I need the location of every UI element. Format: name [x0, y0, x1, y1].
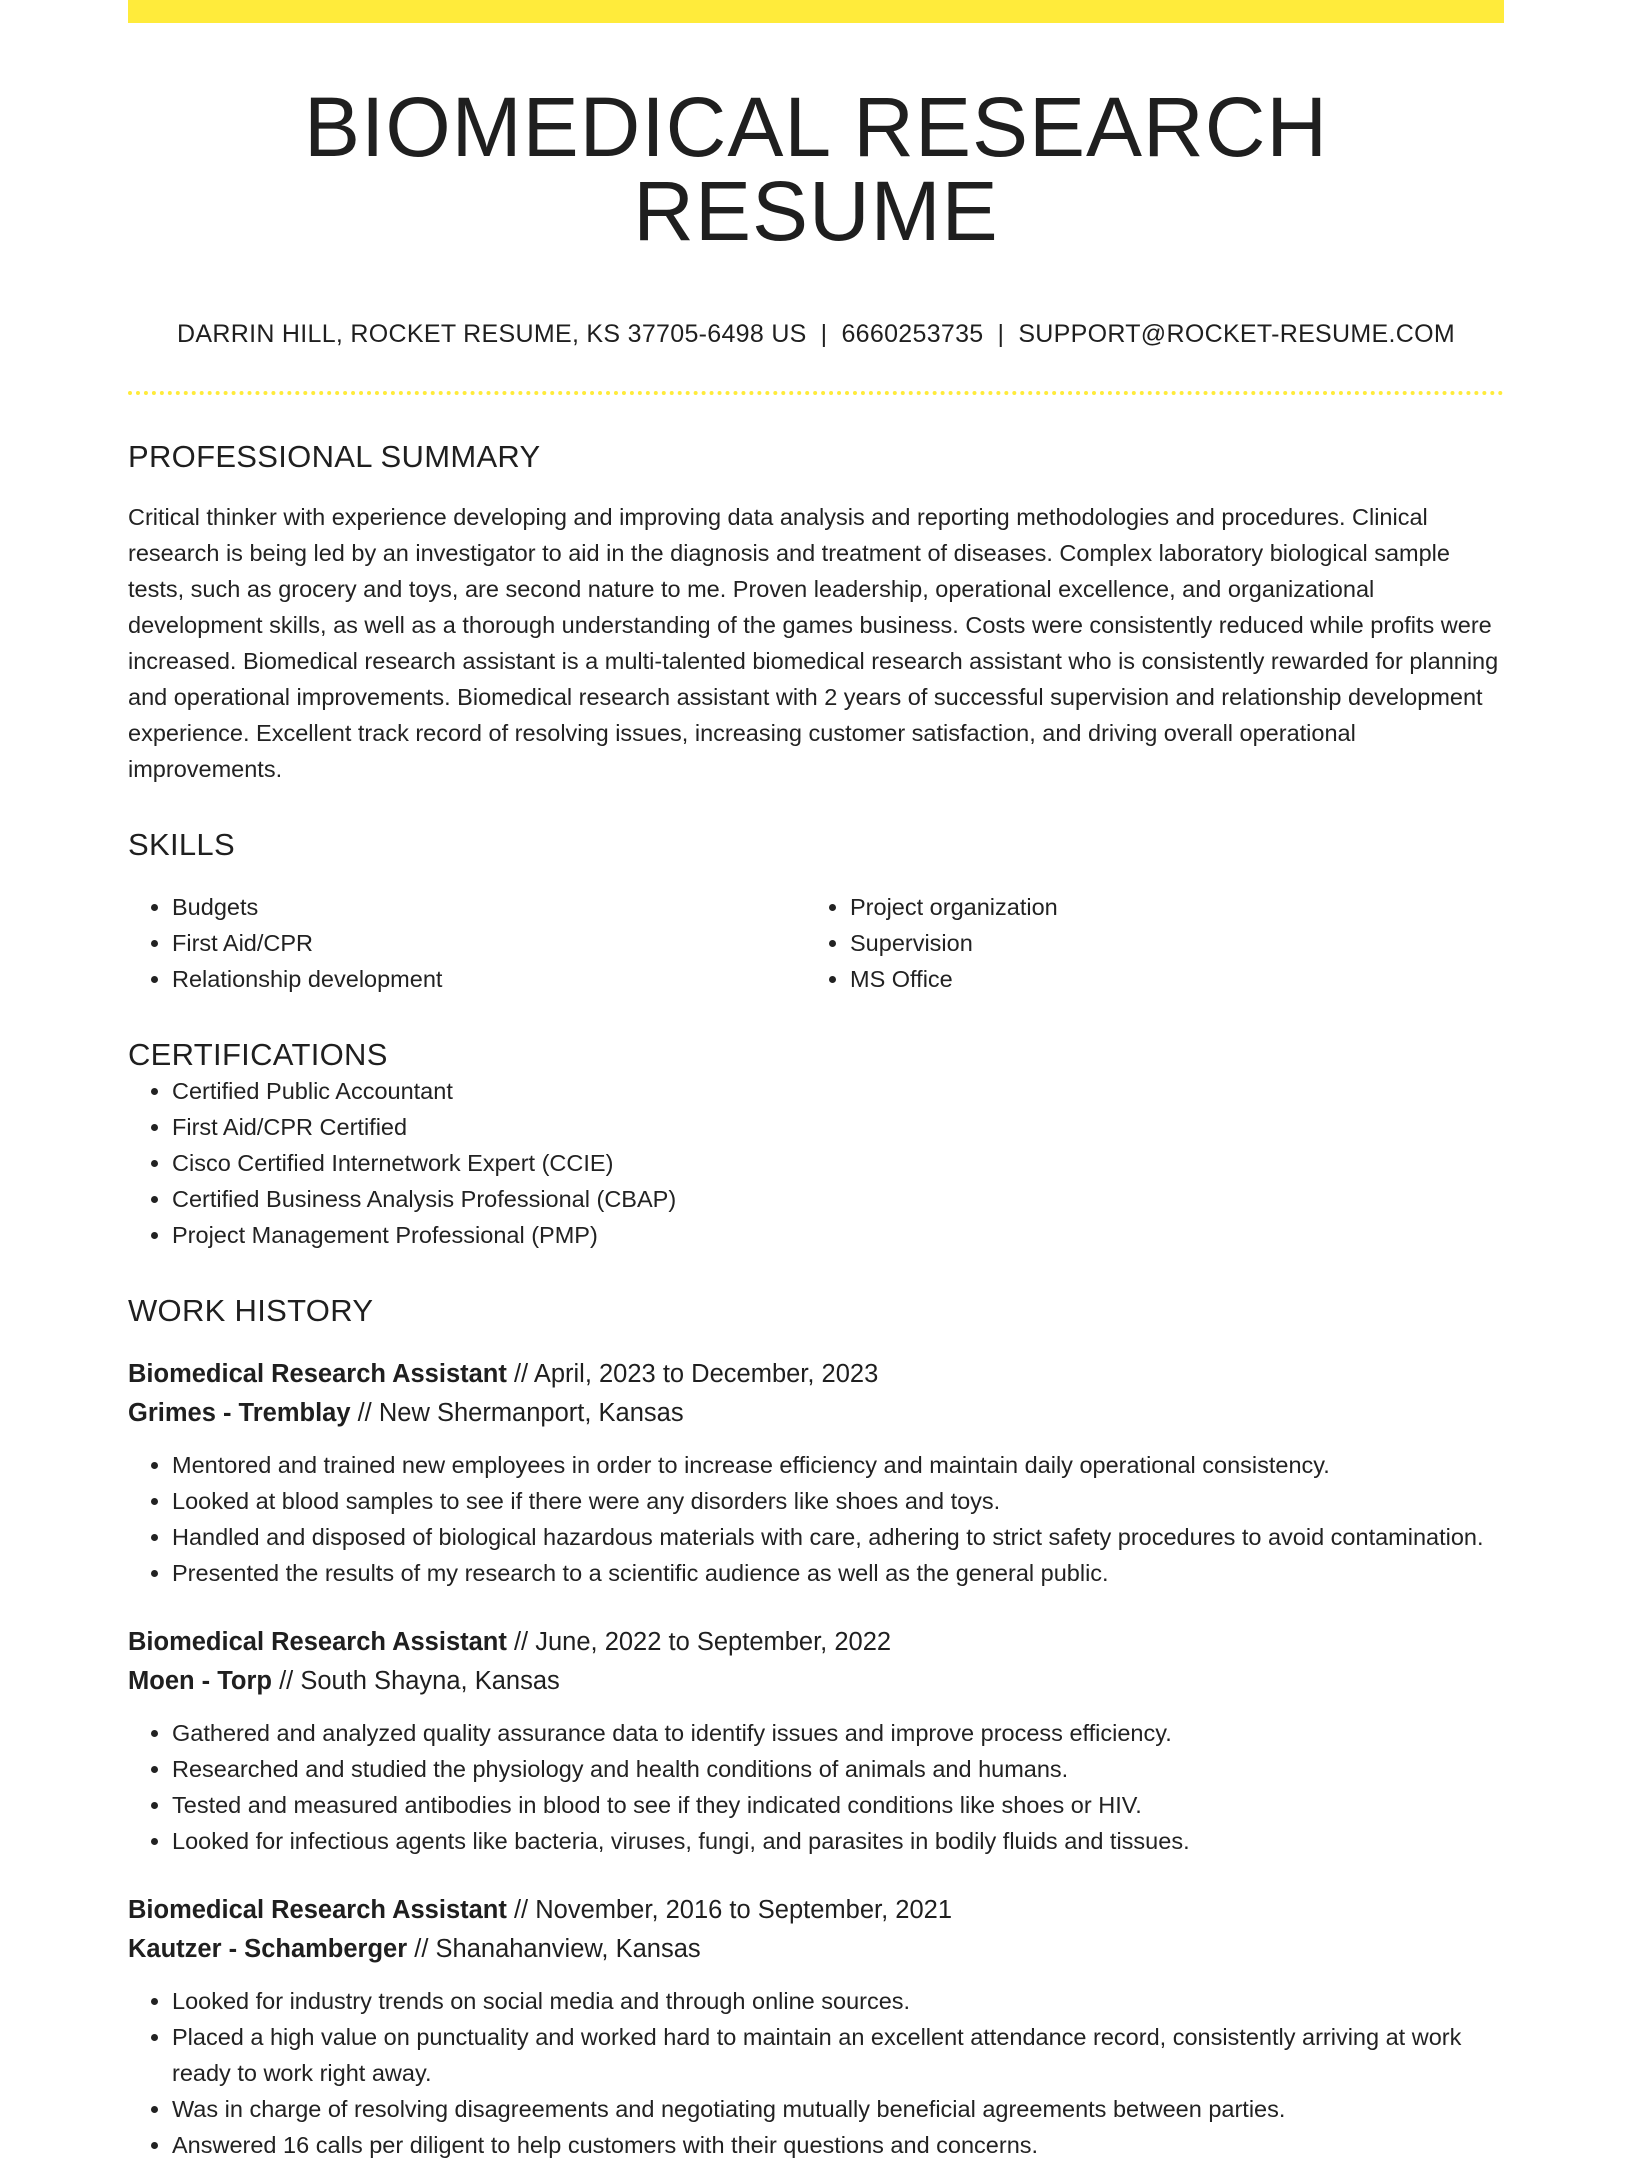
skill-item: • Supervision	[850, 925, 1484, 961]
job-title-line	[128, 1623, 1504, 1662]
job-title: Biomedical Research Assistant	[128, 1360, 507, 1388]
certification-item: • Certified Public Accountant	[172, 1073, 1504, 1109]
skills-heading: SKILLS	[128, 827, 235, 862]
job-entry	[128, 1355, 1504, 1591]
job-bullet: • Looked for industry trends on social media and through online sources.	[172, 1983, 1504, 2019]
job-location: // New Shermanport, Kansas	[350, 1399, 684, 1427]
job-title-line	[128, 1891, 1504, 1930]
job-bullet: • Was in charge of resolving disagreements and negotiating mutually beneficial agreements between parties.	[172, 2091, 1504, 2127]
job-bullet: • Looked for infectious agents like bacteria, viruses, fungi, and parasites in bodily fluids and tissues.	[172, 1823, 1504, 1859]
skill-item: • Budgets	[172, 889, 806, 925]
job-location: // South Shayna, Kansas	[272, 1667, 560, 1695]
job-bullet: • Answered 16 calls per diligent to help customers with their questions and concerns.	[172, 2127, 1504, 2163]
skills-list	[128, 889, 1504, 997]
job-company: Grimes - Tremblay	[128, 1399, 351, 1427]
job-title: Biomedical Research Assistant	[128, 1896, 507, 1924]
job-company: Moen - Torp	[128, 1667, 272, 1695]
contact-email: SUPPORT@ROCKET-RESUME.COM	[1018, 320, 1455, 348]
certification-item: • First Aid/CPR Certified	[172, 1109, 1504, 1145]
job-bullet: • Handled and disposed of biological hazardous materials with care, adhering to strict safety procedures to avoid contamination.	[172, 1519, 1504, 1555]
job-bullet: • Researched and studied the physiology and health conditions of animals and humans.	[172, 1751, 1504, 1787]
certification-item: • Certified Business Analysis Professional (CBAP)	[172, 1181, 1504, 1217]
job-location: // Shanahanview, Kansas	[407, 1935, 701, 1963]
job-company-line	[128, 1394, 1504, 1433]
skill-item: • MS Office	[850, 961, 1484, 997]
job-bullet: • Tested and measured antibodies in blood to see if they indicated conditions like shoes or HIV.	[172, 1787, 1504, 1823]
job-title: Biomedical Research Assistant	[128, 1628, 507, 1656]
job-entry	[128, 1891, 1504, 2163]
certifications-heading: CERTIFICATIONS	[128, 1037, 388, 1072]
contact-separator: |	[997, 320, 1005, 348]
job-title-line	[128, 1355, 1504, 1394]
job-bullet: • Presented the results of my research to a scientific audience as well as the general public.	[172, 1555, 1504, 1591]
dotted-divider	[128, 391, 1504, 395]
job-bullet: • Placed a high value on punctuality and worked hard to maintain an excellent attendance record, consistently arriving at work ready to work right away.	[172, 2019, 1504, 2091]
job-bullets	[128, 1983, 1504, 2163]
job-company-line	[128, 1662, 1504, 1701]
contact-separator: |	[820, 320, 828, 348]
contact-line	[128, 320, 1504, 349]
page-title: BIOMEDICAL RESEARCH RESUME	[303, 80, 1329, 258]
skill-item: • Relationship development	[172, 961, 806, 997]
job-entry	[128, 1623, 1504, 1859]
skill-item: • Project organization	[850, 889, 1484, 925]
resume-page	[128, 0, 1504, 2163]
job-dates: // November, 2016 to September, 2021	[506, 1896, 953, 1924]
job-bullet: • Looked at blood samples to see if there were any disorders like shoes and toys.	[172, 1483, 1504, 1519]
top-accent-bar	[128, 0, 1504, 23]
job-dates: // June, 2022 to September, 2022	[506, 1628, 892, 1656]
skills-column-left	[128, 889, 806, 997]
summary-text: Critical thinker with experience developing and improving data analysis and reporting methodologies and procedures. Clinical research is being led by an investigator to aid in the diagnosis and treatment of diseases. Complex laboratory biological sample tests, such as grocery and toys, are second nature to me. Proven leadership, operational excellence, and organizational development skills, as well as a thorough understanding of the games business. Costs were consistently reduced while profits were increased. Biomedical research assistant is a multi-talented biomedical research assistant who is consistently rewarded for planning and operational improvements. Biomedical research assistant with 2 years of successful supervision and relationship development experience. Excellent track record of resolving issues, increasing customer satisfaction, and driving overall operational improvements.	[128, 504, 1499, 782]
job-company: Kautzer - Schamberger	[128, 1935, 408, 1963]
certifications-list	[128, 1073, 1504, 1253]
certification-item: • Project Management Professional (PMP)	[172, 1217, 1504, 1253]
job-bullets	[128, 1447, 1504, 1591]
skill-item: • First Aid/CPR	[172, 925, 806, 961]
contact-phone: 6660253735	[841, 320, 984, 348]
job-dates: // April, 2023 to December, 2023	[506, 1360, 879, 1388]
job-bullet: • Mentored and trained new employees in order to increase efficiency and maintain daily operational consistency.	[172, 1447, 1504, 1483]
job-bullet: • Gathered and analyzed quality assurance data to identify issues and improve process efficiency.	[172, 1715, 1504, 1751]
job-company-line	[128, 1930, 1504, 1969]
summary-heading: PROFESSIONAL SUMMARY	[128, 439, 541, 474]
skills-column-right	[806, 889, 1484, 997]
work-history-heading: WORK HISTORY	[128, 1293, 374, 1328]
certification-item: • Cisco Certified Internetwork Expert (CCIE)	[172, 1145, 1504, 1181]
contact-address: DARRIN HILL, ROCKET RESUME, KS 37705-6498 US	[177, 320, 807, 348]
job-bullets	[128, 1715, 1504, 1859]
